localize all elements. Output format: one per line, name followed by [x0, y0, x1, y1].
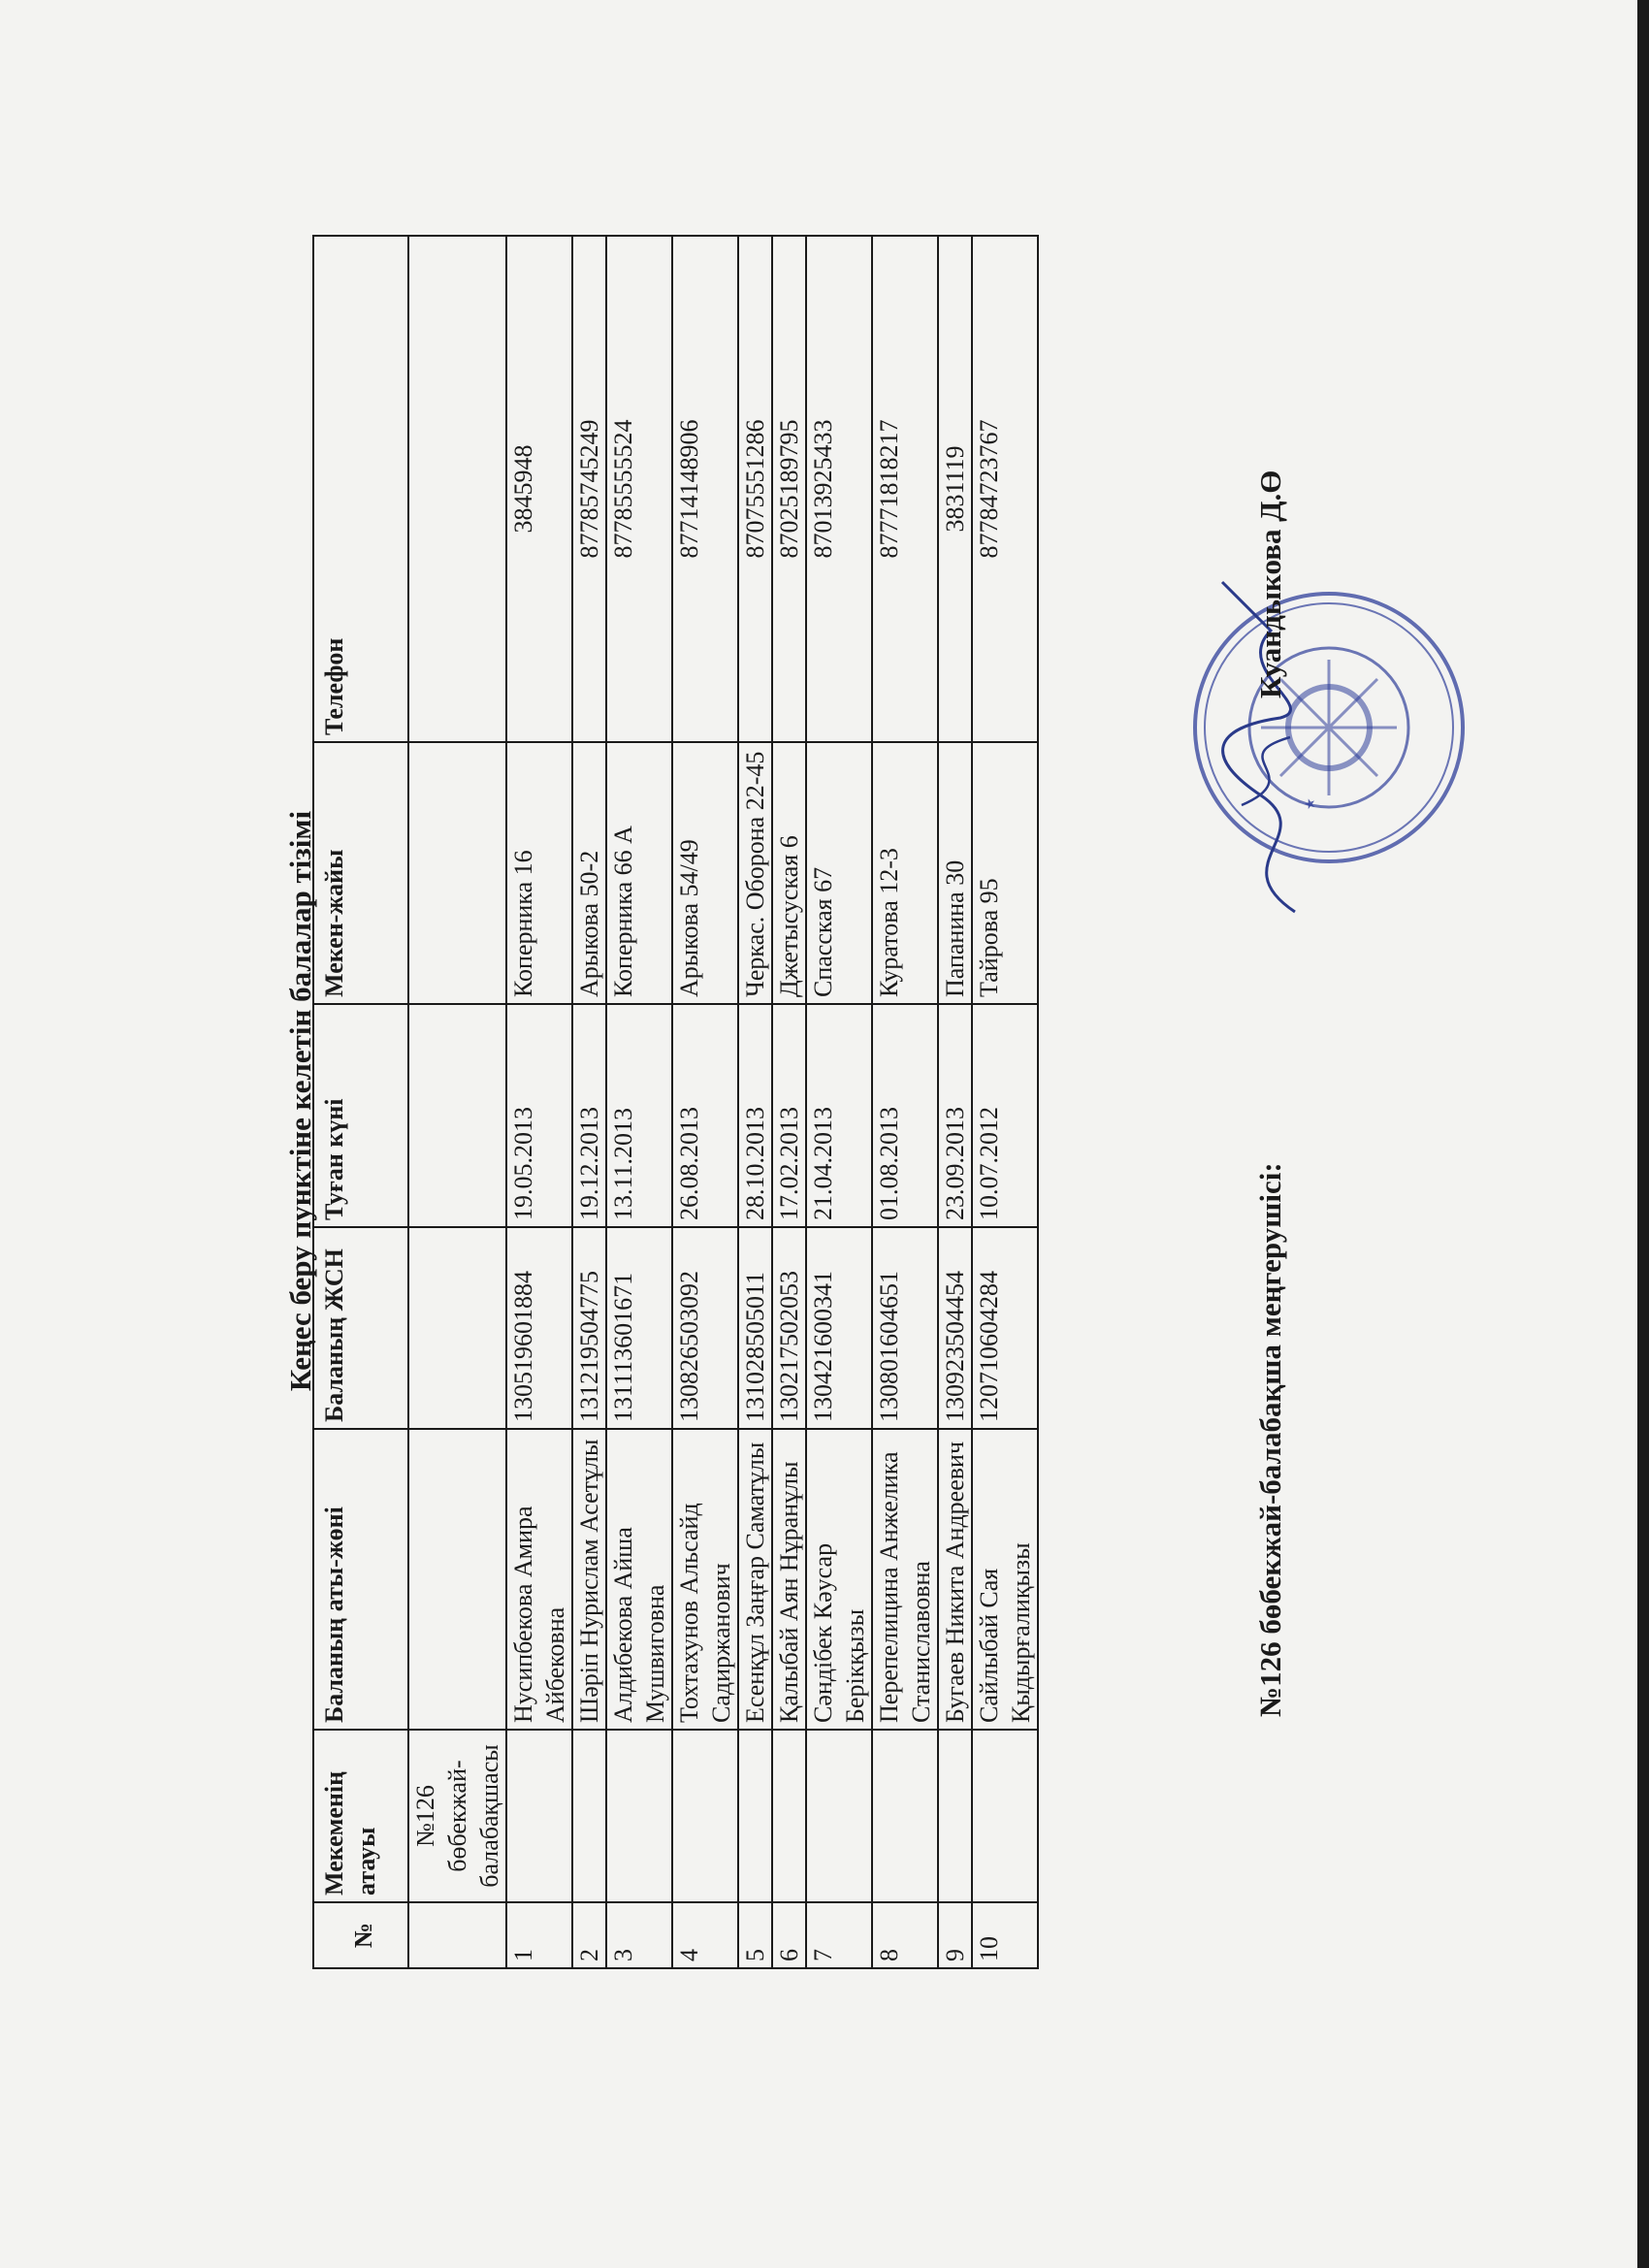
address: Спасская 67: [806, 742, 872, 1004]
table-row: [938, 236, 972, 1968]
director-name: Куандыкова Д.Ө: [1253, 470, 1287, 698]
child-name: Сәндібек Кәусар Берікқызы: [806, 1429, 872, 1730]
institution-cell: [672, 1730, 738, 1902]
address: Куратова 12-3: [872, 742, 938, 1004]
document-title: Кеңес беру пунктіне келетін балалар тізімі: [283, 810, 317, 1392]
header-num: №: [313, 1902, 408, 1968]
phone: 3831119: [938, 236, 972, 742]
signature-line: [1251, 165, 1290, 1717]
table-row: [506, 236, 572, 1968]
row-num: 6: [772, 1902, 806, 1968]
address: Тайрова 95: [972, 742, 1038, 1004]
table-row: [972, 236, 1038, 1968]
child-name: Нусипбекова Амира Айбековна: [506, 1429, 572, 1730]
scan-edge-dark: [1637, 0, 1649, 2268]
birth-date: 21.04.2013: [806, 1004, 872, 1227]
address: Коперника 66 А: [606, 742, 672, 1004]
header-address: Мекен-жайы: [313, 742, 408, 1004]
birth-date: 10.07.2012: [972, 1004, 1038, 1227]
institution-cell: [972, 1730, 1038, 1902]
svg-text:★: ★: [1303, 797, 1318, 810]
phone: 87785745249: [572, 236, 606, 742]
empty-cell: [408, 236, 506, 742]
institution-name: №126 бөбекжай-балабақшасы: [411, 1744, 503, 1888]
address: Папанина 30: [938, 742, 972, 1004]
institution-cell: [606, 1730, 672, 1902]
empty-cell: [408, 1004, 506, 1227]
table-row: [738, 236, 772, 1968]
birth-date: 19.12.2013: [572, 1004, 606, 1227]
institution-cell: [806, 1730, 872, 1902]
birth-date: 17.02.2013: [772, 1004, 806, 1227]
child-name: Шәріп Нурислам Асетұлы: [572, 1429, 606, 1730]
row-num: 5: [738, 1902, 772, 1968]
child-name: Бугаев Никита Андреевич: [938, 1429, 972, 1730]
table-row: [672, 236, 738, 1968]
institution-row: [408, 236, 506, 1968]
child-iin: 131028505011: [738, 1227, 772, 1429]
child-name: Сайлыбай Сая Қыдырғалиқызы: [972, 1429, 1038, 1730]
phone: 87075551286: [738, 236, 772, 742]
child-name: Есенқұл Заңғар Саматұлы: [738, 1429, 772, 1730]
child-name: Перепелицина Анжелика Станиславовна: [872, 1429, 938, 1730]
empty-cell: [408, 1429, 506, 1730]
empty-cell: [408, 1227, 506, 1429]
child-iin: 130217502053: [772, 1227, 806, 1429]
institution-cell: [938, 1730, 972, 1902]
header-iin: Баланың ЖСН: [313, 1227, 408, 1429]
row-num: 10: [972, 1902, 1038, 1968]
birth-date: 28.10.2013: [738, 1004, 772, 1227]
child-iin: 130801604651: [872, 1227, 938, 1429]
child-iin: 130519601884: [506, 1227, 572, 1429]
header-institution: Мекеменің атауы: [313, 1730, 408, 1902]
address: Черкас. Оборона 22-45: [738, 742, 772, 1004]
child-iin: 130923504454: [938, 1227, 972, 1429]
table-header-row: [313, 236, 408, 1968]
phone: 87771818217: [872, 236, 938, 742]
address: Арыкова 50-2: [572, 742, 606, 1004]
child-name: Қалыбай Аян Нұранұлы: [772, 1429, 806, 1730]
empty-cell: [408, 1902, 506, 1968]
header-phone: Телефон: [313, 236, 408, 742]
child-name: Алдибекова Айша Мушвиговна: [606, 1429, 672, 1730]
birth-date: 13.11.2013: [606, 1004, 672, 1227]
row-num: 8: [872, 1902, 938, 1968]
child-iin: 131113601671: [606, 1227, 672, 1429]
phone: 87013925433: [806, 236, 872, 742]
address: Коперника 16: [506, 742, 572, 1004]
institution-cell: [772, 1730, 806, 1902]
header-birth-date: Туған күні: [313, 1004, 408, 1227]
row-num: 4: [672, 1902, 738, 1968]
phone: 3845948: [506, 236, 572, 742]
empty-cell: [408, 742, 506, 1004]
phone: 87785555524: [606, 236, 672, 742]
child-name: Тохтахунов Альсайд Садиржанович: [672, 1429, 738, 1730]
institution-cell: [738, 1730, 772, 1902]
rotated-page: [281, 97, 1406, 1989]
address: Арыкова 54/49: [672, 742, 738, 1004]
table-row: [806, 236, 872, 1968]
institution-cell: [572, 1730, 606, 1902]
child-iin: 120710604284: [972, 1227, 1038, 1429]
children-table: [312, 235, 1039, 1969]
phone: 87025189795: [772, 236, 806, 742]
table-row: [772, 236, 806, 1968]
address: Джетысуская 6: [772, 742, 806, 1004]
row-num: 9: [938, 1902, 972, 1968]
institution-cell: [506, 1730, 572, 1902]
child-iin: 131219504775: [572, 1227, 606, 1429]
phone: 87784723767: [972, 236, 1038, 742]
row-num: 1: [506, 1902, 572, 1968]
birth-date: 23.09.2013: [938, 1004, 972, 1227]
phone: 87714148906: [672, 236, 738, 742]
institution-cell: [408, 1730, 506, 1902]
child-iin: 130826503092: [672, 1227, 738, 1429]
birth-date: 19.05.2013: [506, 1004, 572, 1227]
institution-cell: [872, 1730, 938, 1902]
table-row: [606, 236, 672, 1968]
row-num: 3: [606, 1902, 672, 1968]
table-row: [872, 236, 938, 1968]
row-num: 7: [806, 1902, 872, 1968]
table-row: [572, 236, 606, 1968]
birth-date: 01.08.2013: [872, 1004, 938, 1227]
child-iin: 130421600341: [806, 1227, 872, 1429]
birth-date: 26.08.2013: [672, 1004, 738, 1227]
footer-label: №126 бөбекжай-балабақша меңгерушісі:: [1253, 1162, 1287, 1717]
header-child-name: Баланың аты-жөні: [313, 1429, 408, 1730]
row-num: 2: [572, 1902, 606, 1968]
